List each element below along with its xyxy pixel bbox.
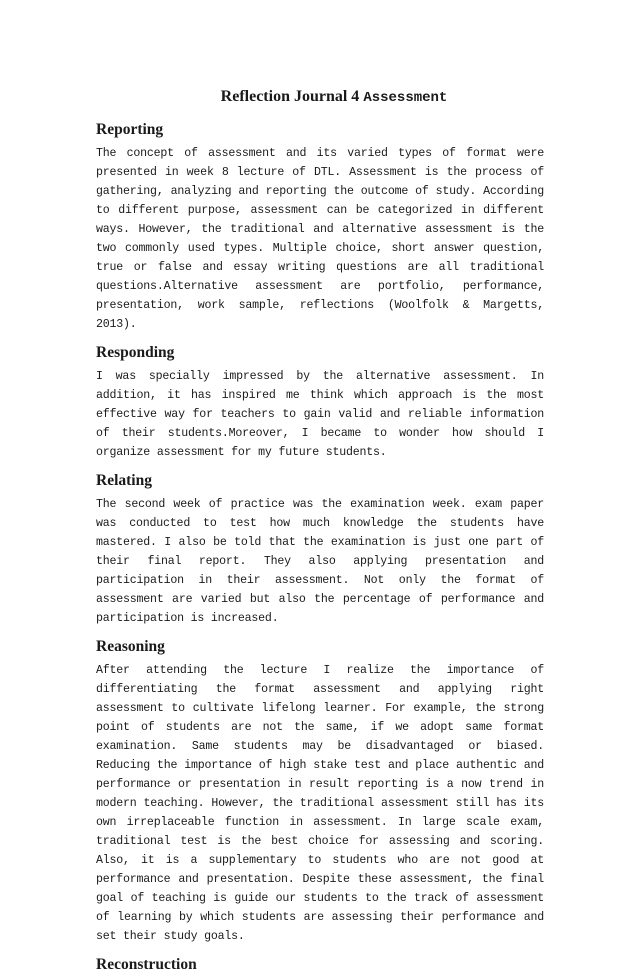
title-text-mono: Assessment [363,90,448,106]
section-paragraph: I was specially impressed by the alternative assessment. In addition, it has inspired me think which approach is the most effective way for teachers to gain valid and reliable information of their students.Moreover, I became to wonder how should I organize assessment for my future students. [96,370,544,459]
section-heading: Responding [96,344,175,361]
section-reasoning [96,637,544,946]
page-title [96,88,544,106]
section-reconstruction [96,955,544,975]
section-heading: Reasoning [96,638,165,655]
section-relating [96,471,544,628]
section-heading: Reconstruction [96,956,197,973]
section-paragraph: After attending the lecture I realize the importance of differentiating the format assessment and applying right assessment to cultivate lifelong learner. For example, the strong point of students are not the same, if we adopt same format examination. Same students may be disadvantaged or biased. Reducing the importance of high stake test and place authentic and performance or presentation in result reporting is a now trend in modern teaching. However, the traditional assessment still has its own irreplaceable function in assessment. In large scale exam, traditional test is the best choice for assessing and scoring. Also, it is a supplementary to students who are not good at performance and presentation. Despite these assessment, the final goal of teaching is guide our students to the track of assessment of learning by which students are assessing their performance and set their study goals. [96,664,544,943]
section-paragraph: The concept of assessment and its varied types of format were presented in week 8 lecture of DTL. Assessment is the process of gathering, analyzing and reporting the outcome of study. According to different purpose, assessment can be categorized in different ways. However, the traditional and alternative assessment is the two commonly used types. Multiple choice, short answer question, true or false and essay writing questions are all traditional questions.Alternative assessment are portfolio, performance, presentation, work sample, reflections (Woolfolk & Margetts, 2013). [96,147,544,331]
section-paragraph: The second week of practice was the examination week. exam paper was conducted to test how much knowledge the students have mastered. I also be told that the examination is just one part of their final report. They also applying presentation and participation in their assessment. Not only the format of assessment are varied but also the percentage of performance and participation is increased. [96,498,544,625]
section-responding [96,343,544,462]
section-heading: Relating [96,472,152,489]
section-heading: Reporting [96,121,164,138]
section-reporting [96,120,544,334]
title-text: Reflection Journal 4 [220,88,364,105]
